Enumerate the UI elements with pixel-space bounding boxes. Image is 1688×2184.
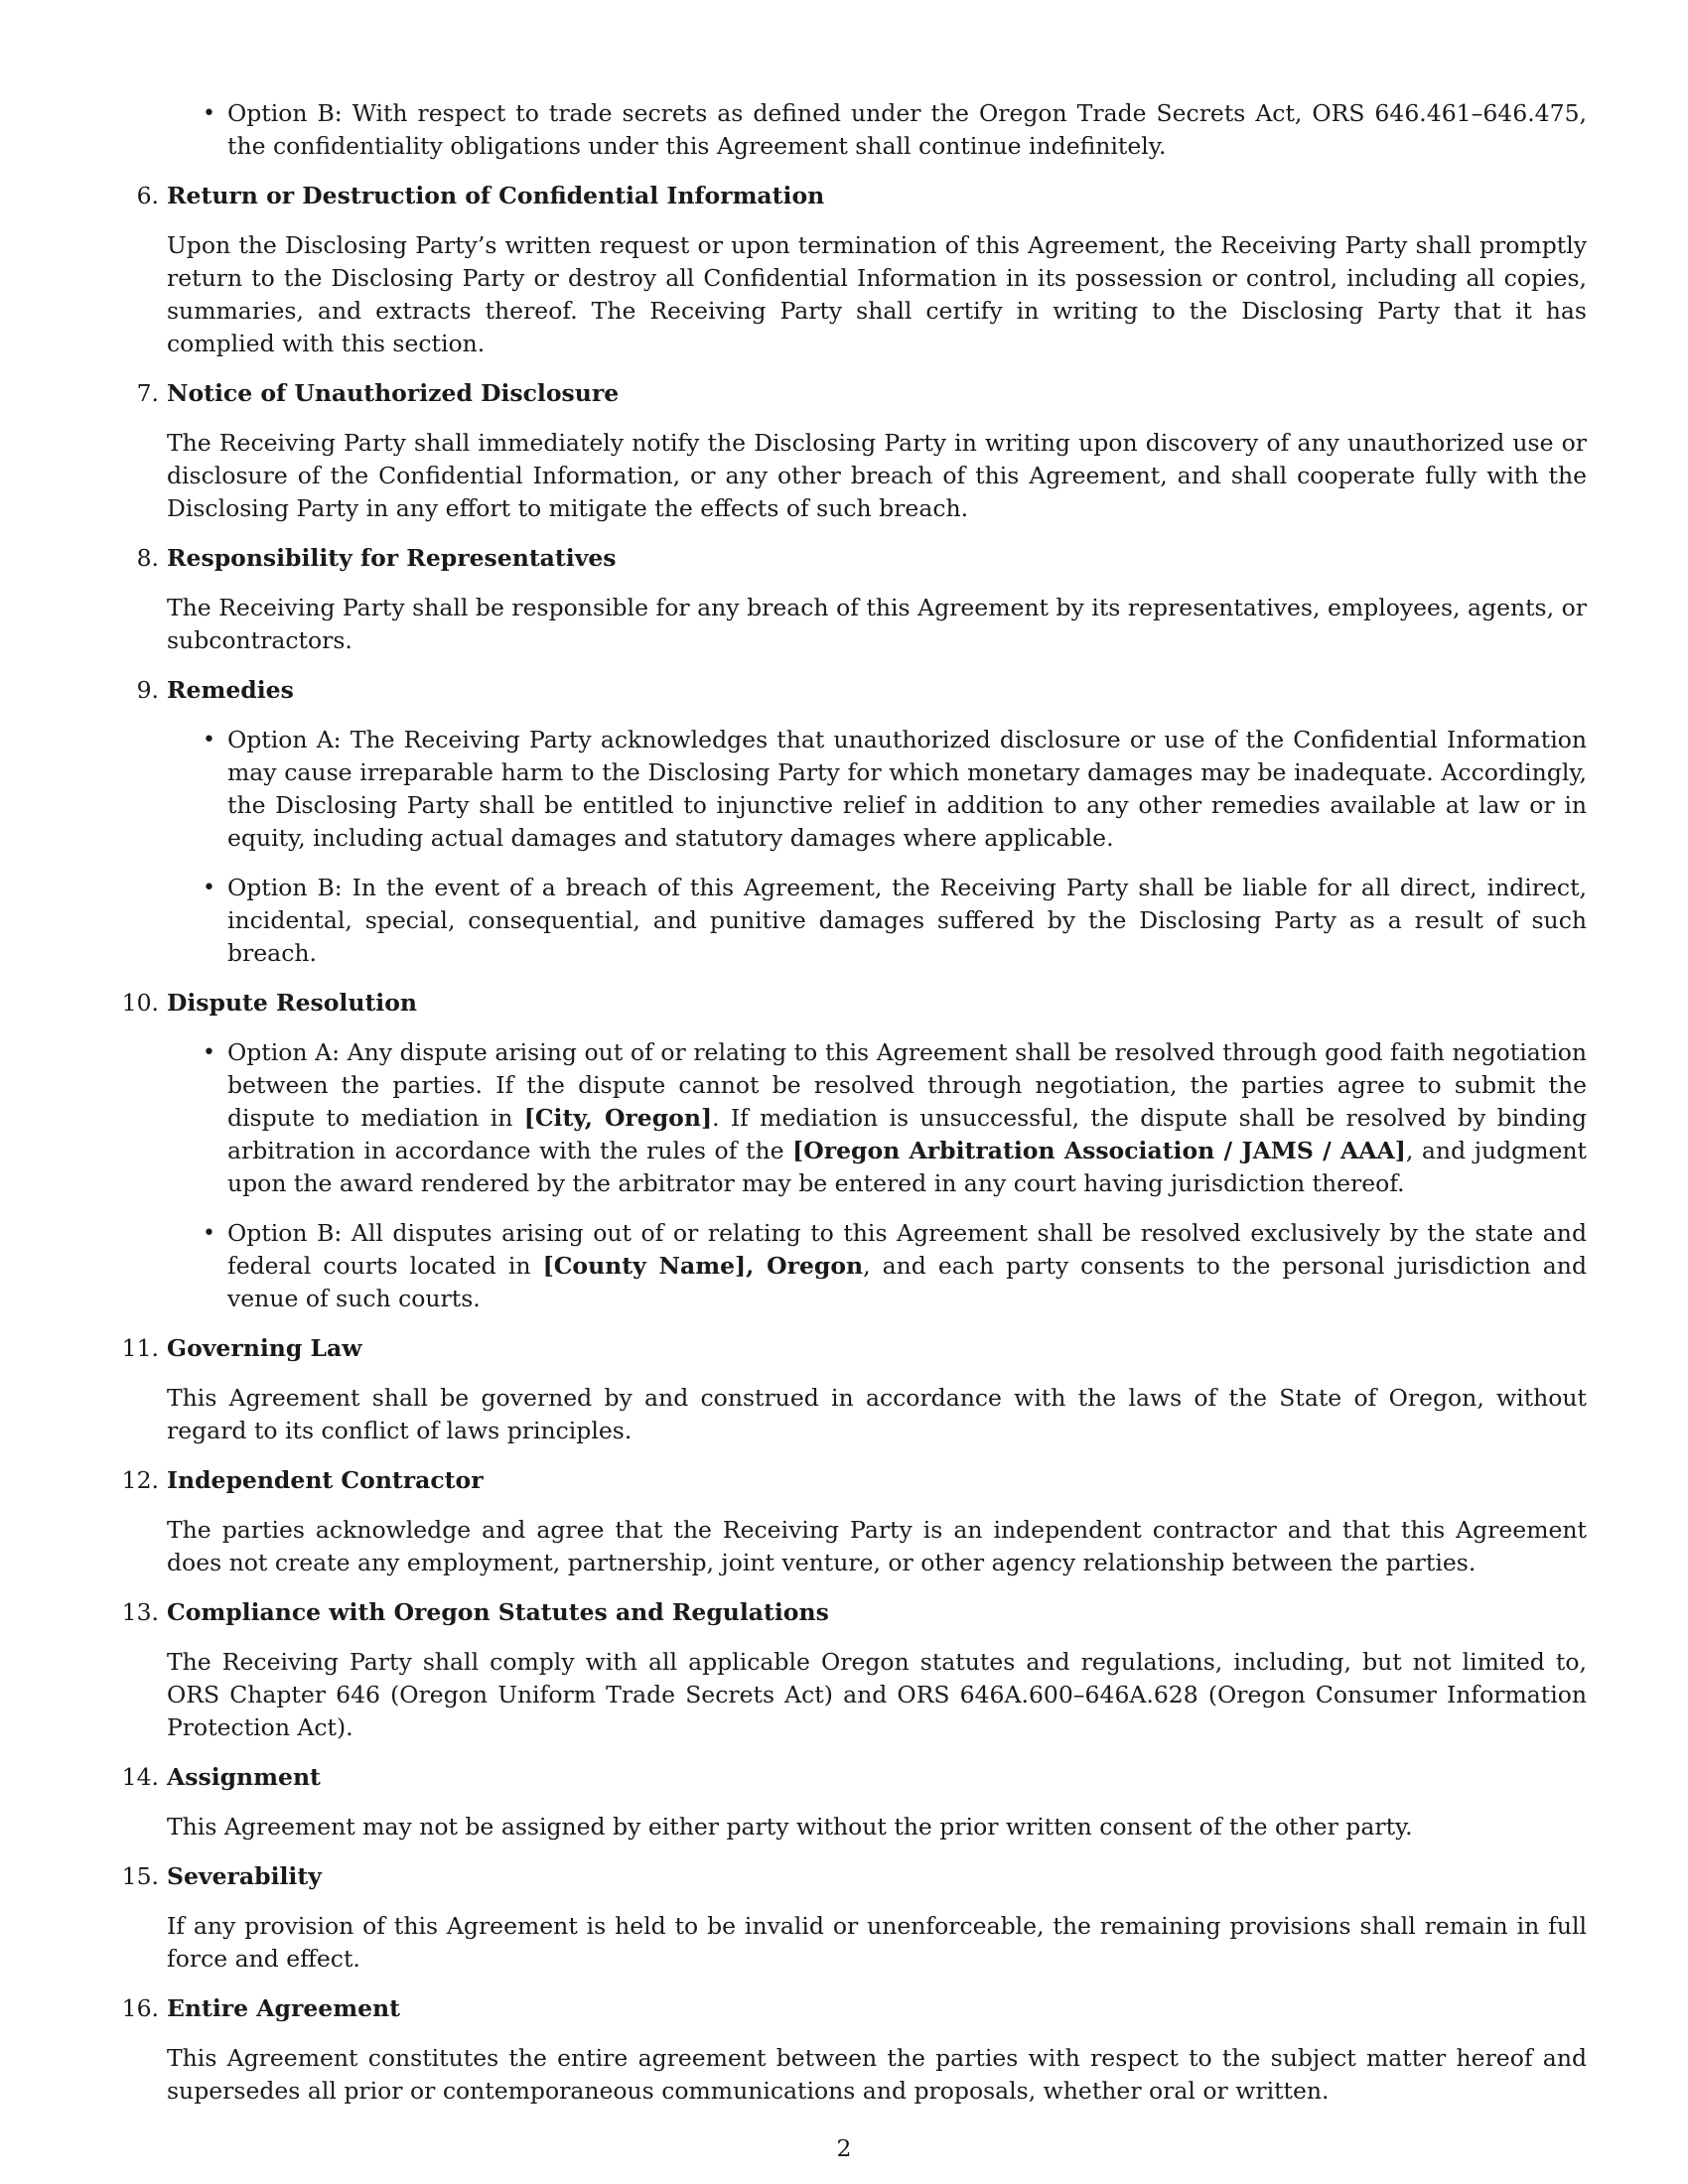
section-body: The Receiving Party shall immediately notify the Disclosing Party in writing upon discovery of any unauthorized use or disclosure of the Confidential Information, or any other breach of this Agreement, and shall cooperate fully with the Disclosing Party in any effort to mitigate the effects of such breach. (167, 429, 1587, 522)
option-text: Option B: In the event of a breach of this Agreement, the Receiving Party shall be liable for all direct, indirect, incidental, special, consequential, and punitive damages suffered by the Disclosing Party as a result of such breach. (227, 874, 1587, 967)
section-body: The parties acknowledge and agree that the Receiving Party is an independent contractor and that this Agreement does not create any employment, partnership, joint venture, or other agency relationship between the parties. (167, 1516, 1587, 1576)
option-b (167, 1217, 1587, 1315)
section-heading (136, 180, 1587, 212)
section-heading (136, 542, 1587, 575)
bullet-icon: • (203, 1040, 215, 1065)
section-12 (121, 1464, 1587, 1579)
section-number: 14. (121, 1763, 159, 1791)
section-15 (121, 1860, 1587, 1976)
section-8 (136, 542, 1587, 657)
section-title: Responsibility for Representatives (167, 544, 617, 572)
section-heading (121, 1332, 1587, 1365)
section-title: Assignment (167, 1763, 321, 1791)
bullet-text: Option B: With respect to trade secrets as defined under the Oregon Trade Secrets Act, ORS 646.461–646.475, the confidentiality obligations under this Agreement shall continue indefinitely. (227, 99, 1587, 160)
bullet-icon: • (203, 728, 215, 752)
section-title: Severability (167, 1862, 322, 1890)
section-heading (121, 1464, 1587, 1497)
section-number: 9. (136, 676, 159, 704)
option-a (167, 724, 1587, 855)
section-number: 8. (136, 544, 159, 572)
section-number: 13. (121, 1598, 159, 1626)
option-a (167, 1036, 1587, 1200)
section-number: 16. (121, 1994, 159, 2022)
section-16 (121, 1992, 1587, 2108)
section-number: 10. (121, 989, 159, 1017)
section-title: Remedies (167, 676, 294, 704)
option-text: Option A: The Receiving Party acknowledges that unauthorized disclosure or use of the Confidential Information may cause irreparable harm to the Disclosing Party for which monetary damages may be inadequate. Accordingly, the Disclosing Party shall be entitled to injunctive relief in addition to any other remedies available at law or in equity, including actual damages and statutory damages where applicable. (227, 726, 1587, 852)
document-body (121, 97, 1588, 2108)
option-text-part: . If mediation is unsuccessful, the dispute shall be resolved by binding arbitration in accordance with the rules of the (227, 1104, 1588, 1164)
option-text-part: Option A: Any dispute arising out of or relating to this Agreement shall be resolved through good faith negotiation between the parties. If the dispute cannot be resolved through negotiation, the parties agree to submit the dispute to mediation in (227, 1038, 1587, 1132)
section-heading (136, 674, 1587, 707)
section-number: 6. (136, 182, 159, 209)
section-heading (121, 1860, 1587, 1893)
section-9 (136, 674, 1587, 970)
section-body: This Agreement shall be governed by and construed in accordance with the laws of the State of Oregon, without regard to its conflict of laws principles. (167, 1384, 1587, 1444)
section-6 (136, 180, 1587, 360)
section-body: This Agreement constitutes the entire agreement between the parties with respect to the subject matter hereof and supersedes all prior or contemporaneous communications and proposals, whether oral or written. (167, 2044, 1587, 2105)
section-number: 12. (121, 1466, 159, 1494)
option-b (167, 872, 1587, 970)
section-title: Notice of Unauthorized Disclosure (167, 379, 620, 407)
section-body: Upon the Disclosing Party’s written request or upon termination of this Agreement, the Receiving Party shall promptly return to the Disclosing Party or destroy all Confidential Information in its possession or control, including all copies, summaries, and extracts thereof. The Receiving Party shall certify in writing to the Disclosing Party that it has complied with this section. (167, 231, 1587, 357)
bullet-icon: • (203, 1221, 215, 1246)
page-number: 2 (836, 2134, 852, 2162)
bullet-icon: • (203, 876, 215, 900)
option-text-part: , and judgment upon the award rendered by the arbitrator may be entered in any court having jurisdiction thereof. (227, 1137, 1587, 1197)
section-title: Dispute Resolution (167, 989, 417, 1017)
section-number: 15. (121, 1862, 159, 1890)
city-placeholder: [City, Oregon] (523, 1104, 713, 1132)
section-body: The Receiving Party shall comply with all applicable Oregon statutes and regulations, including, but not limited to, ORS Chapter 646 (Oregon Uniform Trade Secrets Act) and ORS 646A.600–646A.628 (Oregon Consumer Information Protection Act). (167, 1648, 1587, 1741)
section-title: Return or Destruction of Confidential Information (167, 182, 825, 209)
arbitration-association-placeholder: [Oregon Arbitration Association / JAMS / AAA] (792, 1137, 1406, 1164)
option-text-part: , and each party consents to the personal jurisdiction and venue of such courts. (227, 1252, 1587, 1312)
county-placeholder: [County Name], Oregon (542, 1252, 864, 1280)
section-title: Compliance with Oregon Statutes and Regulations (167, 1598, 829, 1626)
section-title: Governing Law (167, 1334, 362, 1362)
section-heading (121, 1761, 1587, 1794)
section-13 (121, 1596, 1587, 1744)
section-10 (121, 987, 1588, 1315)
option-text-part: Option B: All disputes arising out of or relating to this Agreement shall be resolved exclusively by the state and federal courts located in (227, 1219, 1587, 1280)
section-11 (121, 1332, 1587, 1447)
bullet-icon: • (203, 101, 215, 126)
section-body: This Agreement may not be assigned by either party without the prior written consent of the other party. (167, 1813, 1413, 1841)
section-number: 11. (121, 1334, 159, 1362)
section-body: The Receiving Party shall be responsible for any breach of this Agreement by its representatives, employees, agents, or subcontractors. (167, 594, 1587, 654)
section-body: If any provision of this Agreement is held to be invalid or unenforceable, the remaining provisions shall remain in full force and effect. (167, 1912, 1587, 1973)
option-list (167, 1036, 1587, 1315)
section-title: Entire Agreement (167, 1994, 400, 2022)
section-number: 7. (136, 379, 159, 407)
section-heading (121, 987, 1587, 1020)
option-list (167, 724, 1587, 970)
section-heading (121, 1992, 1587, 2025)
section-5-option-b (167, 97, 1587, 163)
section-title: Independent Contractor (167, 1466, 484, 1494)
section-heading (136, 377, 1587, 410)
section-heading (121, 1596, 1587, 1629)
section-14 (121, 1761, 1587, 1843)
section-7 (136, 377, 1587, 525)
